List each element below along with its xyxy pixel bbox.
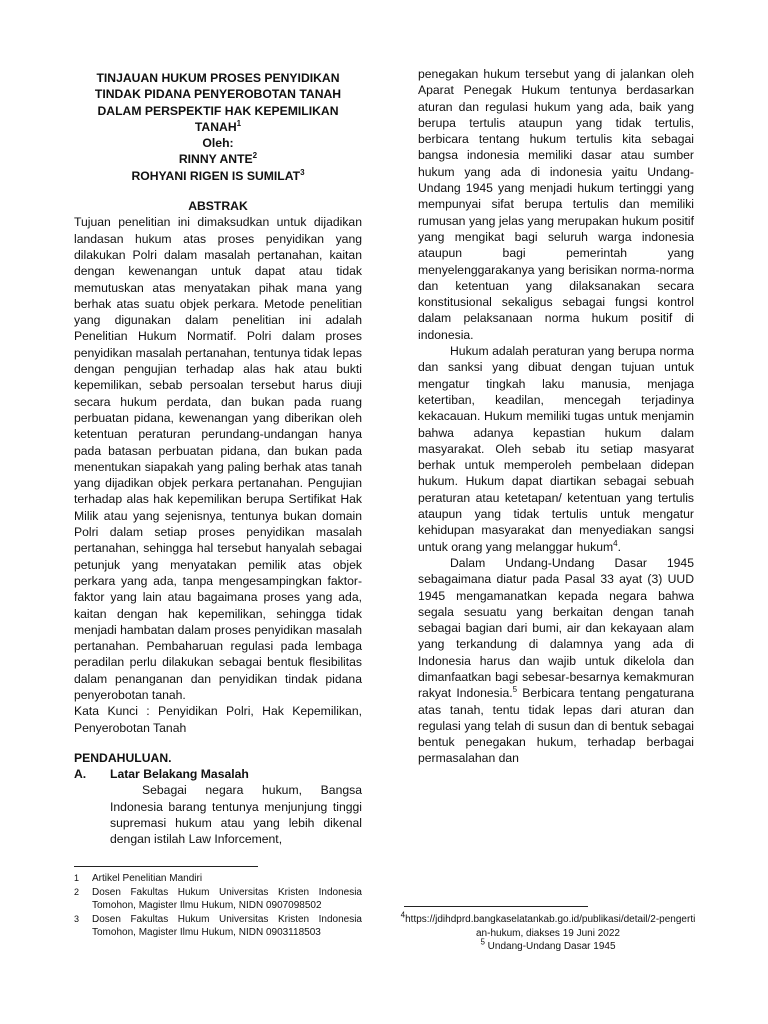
footnote-5: $^5$ Undang-Undang Dasar 1945 [480,937,616,952]
right-paragraph-3: Dalam Undang-Undang Dasar 1945 sebagaimana diatur pada Pasal 33 ayat (3) UUD 1945 mengamanatkan kepada negara bahwa segala sesuatu yang berkaitan dengan tanah sebagai bagian dari bumi, air dan kekayaan alam yang terkandung di dalamnya yang ada di Indonesia harus dan wajib untuk dikelola dan dimanfaatkan bagi sebesar-besarnya kemakmuran rakyat Indonesia.$^5$ Berbicara tentang pengaturana atas tanah, tentu tidak lepas dari aturan dan regulasi yang telah di susun dan di bentuk sebagai bentuk penegakan hukum, terhadap berbagai permasalahan dan [418,555,694,766]
by-line: Oleh: [202,136,234,151]
left-column [74,66,362,848]
intro-heading: PENDAHULUAN. [74,750,172,765]
title-line-3: DALAM PERSPEKTIF HAK KEPEMILIKAN TANAH$^1$ [97,103,339,134]
footnotes-right [398,910,698,954]
subsection-title: Latar Belakang Masalah [110,767,249,782]
footnotes-left [74,872,362,940]
keywords: Kata Kunci : Penyidikan Polri, Hak Kepemilikan, Penyerobotan Tanah [74,704,362,735]
right-paragraph-1: penegakan hukum tersebut yang di jalankan oleh Aparat Penegak Hukum tentunya berdasarkan aturan dan regulasi hukum yang ada, baik yang berupa tertulis ataupun yang tidak tertulis, berbicara tentang hukum tertulis kita sebagai bangsa indonesia memiliki dasar atau sumber hukum yang ada di indonesia yaitu Undang-Undang 1945 yang menjadi hukum tertinggi yang mempunyai sifat berupa tertulis dan memiliki rumusan yang jelas yang merupakan hukum positif yang mengikat bagi seluruh warga indonesia ataupun bagi pemerintah yang menyelenggarakanya yang berisikan norma-norma dan ketentuan yang dilaksanakan secara konstitusional sekaligus sebagai fungsi kontrol dalam pelaksanaan norma hukum positif di indonesia. [418,67,694,342]
title-line-1: TINJAUAN HUKUM PROSES PENYIDIKAN [96,71,340,85]
footnote-2: 2 Dosen Fakultas Hukum Universitas Kristen Indonesia Tomohon, Magister Ilmu Hukum, NIDN 0907098502 [74,886,362,911]
right-column [418,66,694,767]
subsection-number: A. [74,767,87,782]
footnote-ref-5: 5 [512,685,518,695]
title-line-2: TINDAK PIDANA PENYEROBOTAN TANAH [94,87,342,102]
title-footnote-ref: 1 [236,118,242,128]
paper-title [74,70,362,184]
footnote-1: 1 Artikel Penelitian Mandiri [74,873,203,884]
right-paragraph-2: Hukum adalah peraturan yang berupa norma dan sanksi yang dibuat dengan tujuan untuk mengatur tingkah laku manusia, menjaga ketertiban, keadilan, mencegah terjadinya kekacauan. Hukum memiliki tugas untuk menjamin bahwa adanya kepastian hukum dalam masyarakat. Oleh sebab itu setiap masyarat berhak untuk memperoleh pembelaan didepan hukum. Hukum dapat diartikan sebagai sebuah peraturan atau ketetapan/ ketentuan yang tertulis ataupun yang tidak tertulis untuk mengatur kehidupan masyarakat dan menyediakan sangsi untuk orang yang melanggar hukum$^4$. [418,344,694,554]
subsection-heading [74,766,362,782]
intro-paragraph-1: Sebagai negara hukum, Bangsa Indonesia barang tentunya menjunjung tinggi supremasi hukum atau yang lebih dikenal dengan istilah Law Inforcement, [110,783,362,847]
author-1: RINNY ANTE$^2$ [178,151,258,167]
footnote-3: 3 Dosen Fakultas Hukum Universitas Kristen Indonesia Tomohon, Magister Ilmu Hukum, NIDN 0903118503 [74,913,362,938]
abstract-text: Tujuan penelitian ini dimaksudkan untuk dijadikan landasan hukum atas proses penyidikan yang dilakukan Polri dalam masalah pertanahan, kaitan dengan kewenangan untuk dapat atau tidak memutuskan atas menyatakan pihak mana yang berhak atas suatu objek perkara. Metode penelitian yang digunakan dalam penelitian ini adalah Penelitian Hukum Normatif. Polri dalam proses penyidikan masalah pertanahan, tentunya tidak lepas dengan pengujian terhadap alas hak atau bukti kepemilikan, sebab persoalan tersebut harus diuji secara hukum perdata, dan bukan pada ruang perbuatan pidana, kewenangan yang diberikan oleh ketentuan peraturan perundang-undangan hanya pada batasan perbuatan pidana, dan bukan pada menentukan siapakah yang paling berhak atas tanah yang dijadikan objek perkara pertanahan. Pengujian terhadap alas hak kepemilikan berupa Sertifikat Hak Milik atau yang sejenisnya, tentunya bukan domain Polri dalam setiap proses penyidikan masalah pertanahan, sehingga hal tersebut hanyalah sebagai petunjuk yang menyatakan pemilik atas objek perkara yang ada, tanpa mengesampingkan faktor-faktor yang lain atau bagaimana proses yang ada, kaitan dengan hak kepemilikan, sehingga tidak menjadi hambatan dalam proses penyidikan masalah pertanahan. Pembaharuan regulasi pada lembaga peradilan perlu dilakukan sebagai bentuk flesibilitas dalam penanganan dan penyidikan tindak pidana penyerobotan tanah. [74,215,362,702]
footnote-rule-right [404,906,588,907]
footnote-ref-4: 4 [613,538,618,548]
footnote-rule-left [74,866,258,867]
author-2: ROHYANI RIGEN IS SUMILAT$^3$ [131,167,305,183]
abstract-heading: ABSTRAK [188,199,248,214]
author-1-footnote-ref: 2 [252,151,258,161]
author-2-footnote-ref: 3 [300,167,305,177]
footnote-4: $^4$https://jdihdprd.bangkaselatankab.go.id/publikasi/detail/2-pengertian-hukum, diakses 19 Juni 2022 [400,910,696,939]
